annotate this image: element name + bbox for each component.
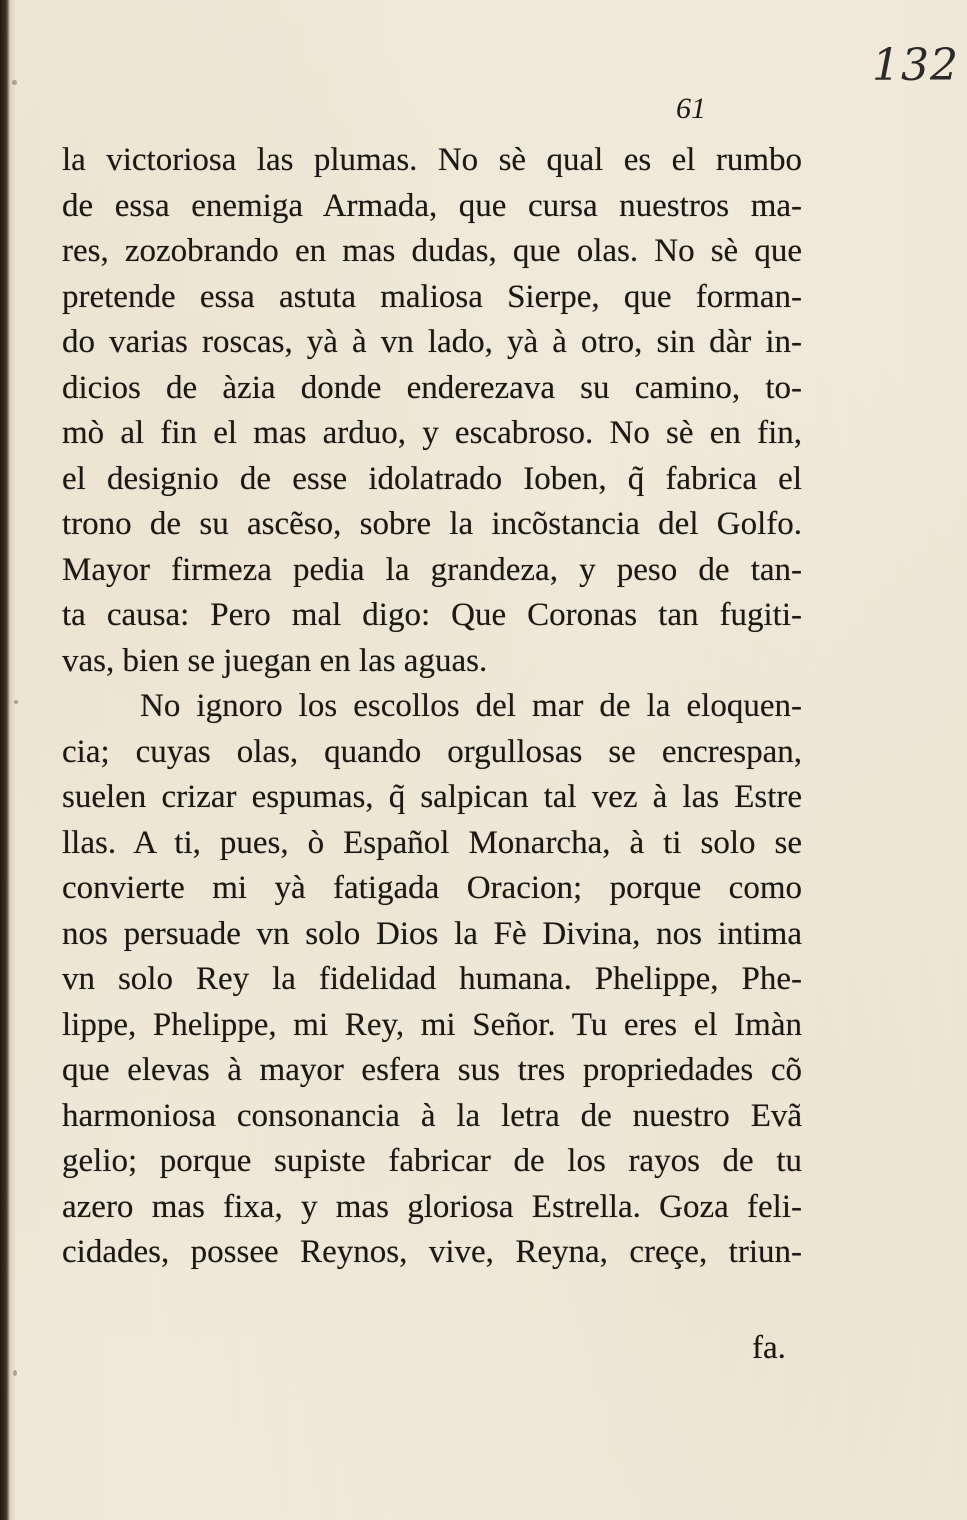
text-line: azero mas fixa, y mas gloriosa Estrella. Goza feli- bbox=[62, 1188, 802, 1225]
text-line: Mayor firmeza pedia la grandeza, y peso de tan- bbox=[62, 551, 802, 588]
ink-speck bbox=[14, 700, 18, 704]
text-line: vn solo Rey la fidelidad humana. Phelippe, Phe- bbox=[62, 961, 802, 997]
text-line: el designio de esse idolatrado Ioben, q̃ fabrica el bbox=[62, 460, 802, 497]
text-line: dicios de àzia donde enderezava su camino, to- bbox=[62, 369, 802, 406]
ink-speck bbox=[12, 80, 17, 85]
binding-edge bbox=[0, 0, 10, 1520]
text-line: harmoniosa consonancia à la letra de nuestro Evã bbox=[62, 1097, 802, 1134]
ink-speck bbox=[13, 1370, 17, 1376]
text-line: pretende essa astuta maliosa Sierpe, que forman- bbox=[62, 278, 802, 315]
text-line: res, zozobrando en mas dudas, que olas. No sè que bbox=[62, 233, 802, 269]
text-line: convierte mi yà fatigada Oracion; porque como bbox=[62, 870, 802, 906]
text-line: vas, bien se juegan en las aguas. bbox=[62, 642, 488, 679]
text-line: que elevas à mayor esfera sus tres propriedades cõ bbox=[62, 1052, 802, 1088]
text-line: cia; cuyas olas, quando orgullosas se encrespan, bbox=[62, 733, 802, 770]
text-line: llas. A ti, pues, ò Español Monarcha, à ti solo se bbox=[62, 824, 802, 861]
text-line: mò al fin el mas arduo, y escabroso. No sè en fin, bbox=[62, 415, 802, 451]
text-line: gelio; porque supiste fabricar de los rayos de tu bbox=[62, 1143, 802, 1179]
text-line: ta causa: Pero mal digo: Que Coronas tan fugiti- bbox=[62, 597, 802, 633]
text-line: lippe, Phelippe, mi Rey, mi Señor. Tu eres el Imàn bbox=[62, 1006, 802, 1043]
text-line: la victoriosa las plumas. No sè qual es el rumbo bbox=[62, 142, 802, 178]
paragraph-start-line: No ignoro los escollos del mar de la eloquen- bbox=[140, 688, 802, 724]
text-line: de essa enemiga Armada, que cursa nuestros ma- bbox=[62, 187, 802, 224]
archive-folio-number: 132 bbox=[872, 40, 959, 91]
text-line: suelen crizar espumas, q̃ salpican tal vez à las Estre bbox=[62, 779, 802, 815]
body-text bbox=[62, 138, 802, 1276]
text-line: cidades, possee Reynos, vive, Reyna, creçe, triun- bbox=[62, 1234, 802, 1270]
catchword: fa. bbox=[752, 1330, 786, 1366]
text-line: do varias roscas, yà à vn lado, yà à otro, sin dàr in- bbox=[62, 324, 802, 360]
text-line: trono de su ascẽso, sobre la incõstancia del Golfo. bbox=[62, 506, 802, 542]
page-number: 61 bbox=[676, 92, 706, 125]
text-line: nos persuade vn solo Dios la Fè Divina, nos intima bbox=[62, 915, 802, 952]
